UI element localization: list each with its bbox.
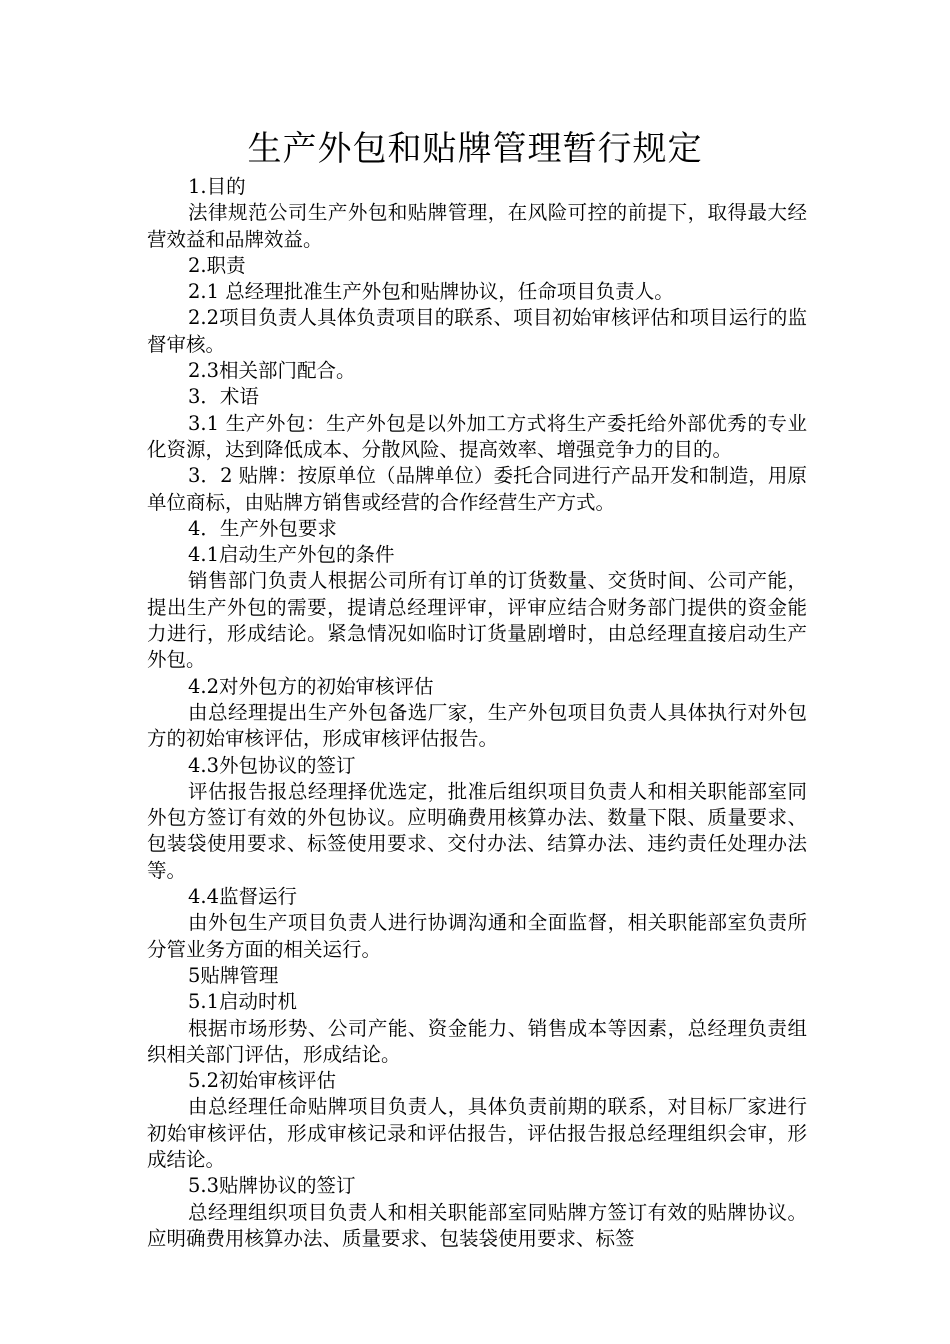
heading-4-2: 4.2对外包方的初始审核评估 (188, 674, 434, 698)
item-2-3: 2.3相关部门配合。 (188, 359, 356, 383)
paragraph-purpose: 法律规范公司生产外包和贴牌管理，在风险可控的前提下，取得最大经营效益和品牌效益。 (147, 201, 807, 251)
paragraph-4-2: 由总经理提出生产外包备选厂家，生产外包项目负责人具体执行对外包方的初始审核评估，形成审核评估报告。 (147, 700, 807, 751)
heading-responsibilities: 2.职责 (188, 253, 246, 277)
heading-5-1: 5.1启动时机 (188, 990, 298, 1014)
item-3-2: 3．2 贴牌：按原单位（品牌单位）委托合同进行产品开发和制造，用原单位商标，由贴牌方销售或经营的合作经营生产方式。 (147, 464, 807, 514)
document-title: 生产外包和贴牌管理暂行规定 (247, 129, 703, 169)
heading-4-3: 4.3外包协议的签订 (188, 753, 356, 777)
heading-terms: 3．术语 (188, 385, 259, 409)
heading-4-4: 4.4监督运行 (188, 885, 298, 909)
paragraph-5-2: 由总经理任命贴牌项目负责人，具体负责前期的联系，对目标厂家进行初始审核评估，形成审核记录和评估报告，评估报告报总经理组织会审，形成结论。 (147, 1095, 807, 1171)
paragraph-5-3: 总经理组织项目负责人和相关职能部室同贴牌方签订有效的贴牌协议。应明确费用核算办法、质量要求、包装袋使用要求、标签 (147, 1200, 807, 1250)
item-3-1: 3.1 生产外包：生产外包是以外加工方式将生产委托给外部优秀的专业化资源，达到降低成本、分散风险、提高效率、增强竞争力的目的。 (147, 411, 807, 461)
heading-purpose: 1.目的 (188, 175, 246, 198)
paragraph-4-3: 评估报告报总经理择优选定，批准后组织项目负责人和相关职能部室同外包方签订有效的外包协议。应明确费用核算办法、数量下限、质量要求、包装袋使用要求、标签使用要求、交付办法、结算办法、违约责任处理办法等。 (147, 779, 807, 882)
heading-4-1: 4.1启动生产外包的条件 (188, 543, 395, 567)
heading-5-2: 5.2初始审核评估 (188, 1069, 337, 1093)
heading-oem: 5贴牌管理 (188, 963, 279, 987)
paragraph-5-1: 根据市场形势、公司产能、资金能力、销售成本等因素，总经理负责组织相关部门评估，形成结论。 (147, 1016, 807, 1066)
heading-5-3: 5.3贴牌协议的签订 (188, 1174, 356, 1198)
heading-outsourcing: 4．生产外包要求 (188, 516, 337, 540)
paragraph-4-1: 销售部门负责人根据公司所有订单的订货数量、交货时间、公司产能，提出生产外包的需要，提请总经理评审，评审应结合财务部门提供的资金能力进行，形成结论。紧急情况如临时订货量剧增时，由总经理直接启动生产外包。 (147, 569, 807, 672)
item-2-2: 2.2项目负责人具体负责项目的联系、项目初始审核评估和项目运行的监督审核。 (147, 306, 807, 356)
document-body (147, 174, 807, 1252)
item-2-1: 2.1 总经理批准生产外包和贴牌协议，任命项目负责人。 (188, 280, 674, 304)
paragraph-4-4: 由外包生产项目负责人进行协调沟通和全面监督，相关职能部室负责所分管业务方面的相关运行。 (147, 911, 807, 961)
